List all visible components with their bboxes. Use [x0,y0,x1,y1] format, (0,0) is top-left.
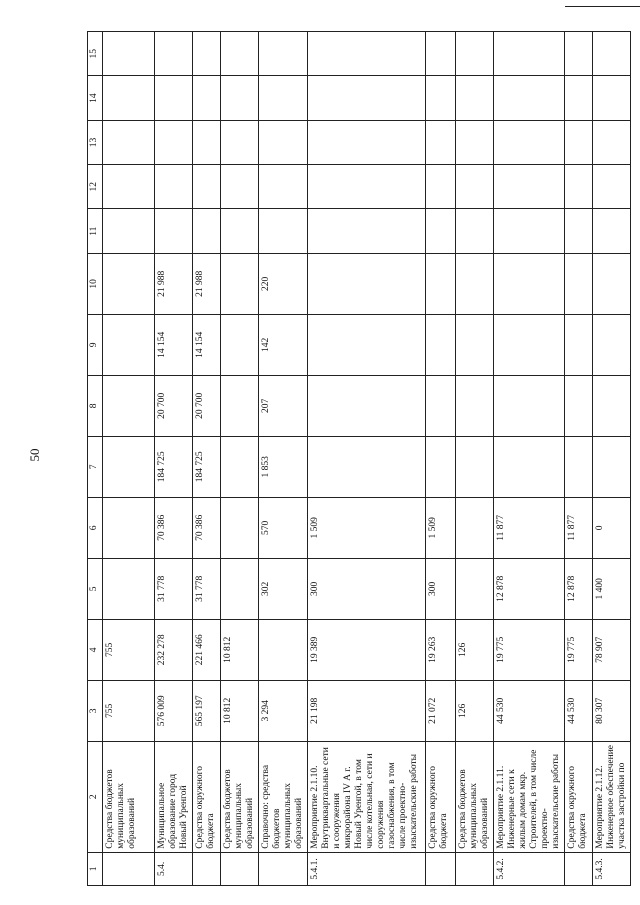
value-cell [456,375,494,436]
table-row [456,32,494,886]
value-cell [193,120,221,164]
row-label-cell: Мероприятие 2.1.12. Инженерное обеспечение участка застройки по [593,741,631,852]
row-label-cell: Мероприятие 2.1.11. Инженерные сети к жилым домам мкр. Строителей, в том числе проектно-изыскательские работы [494,741,565,852]
value-cell: 300 [426,558,456,619]
row-label-cell: Средства окружного бюджета [426,741,456,852]
value-cell [259,32,308,76]
value-cell [565,120,593,164]
value-cell: 1 509 [426,497,456,558]
column-header: 2 [88,741,103,852]
value-cell [308,32,426,76]
value-cell [103,436,155,497]
value-cell: 755 [103,619,155,680]
value-cell: 19 775 [565,619,593,680]
value-cell [221,375,259,436]
value-cell: 302 [259,558,308,619]
row-number-cell: 5.4.1. [308,852,426,885]
value-cell: 207 [259,375,308,436]
value-cell [308,76,426,120]
value-cell [221,165,259,209]
value-cell: 19 263 [426,619,456,680]
value-cell [494,209,565,253]
row-label-cell: Средства окружного бюджета [565,741,593,852]
row-number-cell [221,852,259,885]
value-cell [308,436,426,497]
column-header: 15 [88,32,103,76]
value-cell: 300 [308,558,426,619]
value-cell [308,314,426,375]
value-cell [593,120,631,164]
value-cell [593,165,631,209]
value-cell [221,558,259,619]
value-cell [155,76,193,120]
value-cell [565,253,593,314]
page-number: 50 [27,448,42,462]
value-cell [456,253,494,314]
value-cell [565,209,593,253]
value-cell [193,32,221,76]
value-cell [593,253,631,314]
value-cell: 10 812 [221,680,259,741]
table-region [87,31,627,886]
column-header: 6 [88,497,103,558]
table-row [259,32,308,886]
value-cell: 44 530 [565,680,593,741]
column-header: 5 [88,558,103,619]
value-cell: 21 198 [308,680,426,741]
value-cell: 755 [103,680,155,741]
value-cell: 142 [259,314,308,375]
value-cell [221,314,259,375]
value-cell [426,209,456,253]
value-cell [456,436,494,497]
row-label-cell: Средства бюджетов муниципальных образований [103,741,155,852]
table-row [155,32,193,886]
value-cell [103,165,155,209]
value-cell [426,436,456,497]
value-cell [103,558,155,619]
value-cell [155,209,193,253]
value-cell: 1 853 [259,436,308,497]
column-header: 8 [88,375,103,436]
value-cell [193,165,221,209]
value-cell [103,209,155,253]
column-header: 3 [88,680,103,741]
value-cell: 31 778 [193,558,221,619]
value-cell: 184 725 [193,436,221,497]
value-cell [456,314,494,375]
value-cell: 565 197 [193,680,221,741]
row-label-cell: Мероприятие 2.1.10. Внутриквартальные сети и сооружения микрорайона IV А г. Новый Уренгой, в том числе котельная, сети и сооружения газоснабжения, в том числе проектно-изыскательские работы [308,741,426,852]
value-cell [494,165,565,209]
value-cell: 80 307 [593,680,631,741]
value-cell [155,165,193,209]
value-cell: 570 [259,497,308,558]
value-cell: 14 154 [155,314,193,375]
value-cell [308,375,426,436]
value-cell [221,209,259,253]
value-cell [221,253,259,314]
value-cell: 20 700 [193,375,221,436]
value-cell [221,76,259,120]
value-cell [221,497,259,558]
value-cell [259,619,308,680]
table-row [426,32,456,886]
column-header: 12 [88,165,103,209]
column-header: 10 [88,253,103,314]
value-cell [456,497,494,558]
value-cell [308,209,426,253]
row-number-cell [426,852,456,885]
table-row [103,32,155,886]
row-number-cell: 5.4.3. [593,852,631,885]
value-cell [103,253,155,314]
row-label-cell: Справочно: средства бюджетов муниципальных образований [259,741,308,852]
value-cell [308,120,426,164]
table-row [593,32,631,886]
value-cell [103,32,155,76]
value-cell [565,165,593,209]
value-cell [456,32,494,76]
value-cell [456,76,494,120]
value-cell: 12 878 [494,558,565,619]
table-row [221,32,259,886]
value-cell [565,314,593,375]
value-cell: 3 294 [259,680,308,741]
value-cell [103,497,155,558]
value-cell [593,76,631,120]
row-number-cell [259,852,308,885]
table-row [193,32,221,886]
row-number-cell [565,852,593,885]
table-row [565,32,593,886]
row-number-cell [456,852,494,885]
column-header: 14 [88,76,103,120]
column-header: 11 [88,209,103,253]
value-cell: 126 [456,680,494,741]
value-cell [103,314,155,375]
row-number-cell: 5.4. [155,852,193,885]
value-cell [155,32,193,76]
value-cell [103,120,155,164]
value-cell [593,209,631,253]
value-cell [193,209,221,253]
value-cell [426,76,456,120]
value-cell [221,32,259,76]
value-cell: 184 725 [155,436,193,497]
value-cell: 1 509 [308,497,426,558]
rotated-page [87,31,627,886]
value-cell [456,558,494,619]
column-header: 7 [88,436,103,497]
column-header: 1 [88,852,103,885]
value-cell [494,120,565,164]
value-cell: 11 877 [494,497,565,558]
value-cell: 31 778 [155,558,193,619]
value-cell: 232 278 [155,619,193,680]
value-cell [456,209,494,253]
value-cell [565,436,593,497]
value-cell: 20 700 [155,375,193,436]
value-cell [308,253,426,314]
value-cell [426,314,456,375]
row-label-cell: Муниципальное образование город Новый Уренгой [155,741,193,852]
row-number-cell [193,852,221,885]
row-number-cell [103,852,155,885]
value-cell [426,253,456,314]
value-cell: 1 400 [593,558,631,619]
table-row [308,32,426,886]
value-cell [456,120,494,164]
top-rule [565,6,640,7]
value-cell: 10 812 [221,619,259,680]
row-number-cell: 5.4.2. [494,852,565,885]
value-cell [259,165,308,209]
value-cell [221,120,259,164]
value-cell [259,120,308,164]
value-cell [221,436,259,497]
value-cell [259,76,308,120]
value-cell: 44 530 [494,680,565,741]
value-cell [494,253,565,314]
table-header-row [88,32,103,886]
value-cell: 21 988 [193,253,221,314]
value-cell [565,76,593,120]
row-label-cell: Средства окружного бюджета [193,741,221,852]
value-cell: 12 878 [565,558,593,619]
value-cell: 70 386 [193,497,221,558]
value-cell: 220 [259,253,308,314]
value-cell: 21 988 [155,253,193,314]
row-label-cell: Средства бюджетов муниципальных образований [221,741,259,852]
column-header: 13 [88,120,103,164]
value-cell [494,436,565,497]
value-cell: 70 386 [155,497,193,558]
value-cell: 221 466 [193,619,221,680]
value-cell: 11 877 [565,497,593,558]
column-header: 4 [88,619,103,680]
value-cell [593,436,631,497]
value-cell [494,76,565,120]
value-cell: 14 154 [193,314,221,375]
value-cell: 21 072 [426,680,456,741]
budget-table [87,31,631,886]
value-cell [426,375,456,436]
value-cell [593,314,631,375]
table-row [494,32,565,886]
value-cell [308,165,426,209]
row-label-cell: Средства бюджетов муниципальных образований [456,741,494,852]
value-cell [565,32,593,76]
column-header: 9 [88,314,103,375]
value-cell [426,32,456,76]
value-cell: 126 [456,619,494,680]
value-cell [103,375,155,436]
value-cell [456,165,494,209]
value-cell [494,375,565,436]
value-cell [103,76,155,120]
value-cell: 19 775 [494,619,565,680]
value-cell [426,165,456,209]
value-cell [155,120,193,164]
value-cell [593,375,631,436]
value-cell: 0 [593,497,631,558]
value-cell [426,120,456,164]
value-cell [259,209,308,253]
value-cell [593,32,631,76]
value-cell: 78 907 [593,619,631,680]
value-cell: 576 009 [155,680,193,741]
value-cell [494,314,565,375]
table-body [103,32,631,886]
value-cell [193,76,221,120]
value-cell [565,375,593,436]
value-cell: 19 389 [308,619,426,680]
value-cell [494,32,565,76]
